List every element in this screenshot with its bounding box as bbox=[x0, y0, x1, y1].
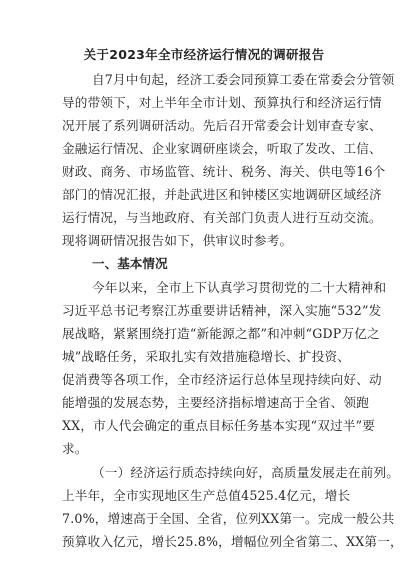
paragraph-line: 今年以来，全市上下认真学习贯彻党的二十大精神和 bbox=[92, 280, 387, 295]
paragraph-line: 现将调研情况报告如下，供审议时参考。 bbox=[62, 233, 293, 248]
paragraph-line: 求。 bbox=[62, 441, 88, 456]
document-title: 关于2023年全市经济运行情况的调研报告 bbox=[83, 47, 325, 62]
paragraph-line: 7.0%，增速高于全国、全省，位列XX第一。完成一般公共 bbox=[62, 511, 395, 526]
paragraph-line: 预算收入亿元，增长25.8%，增幅位列全省第二、XX第一， bbox=[62, 534, 403, 549]
paragraph-line: 能增强的发展态势，主要经济指标增速高于全省、领跑 bbox=[62, 395, 370, 410]
paragraph-line: 运行情况，与当地政府、有关部门负责人进行互动交流。 bbox=[62, 210, 382, 225]
paragraph-line: 习近平总书记考察江苏重要讲话精神，深入实施“532”发 bbox=[62, 303, 382, 318]
paragraph-line: XX，市人代会确定的重点目标任务基本实现“双过半”要 bbox=[62, 418, 376, 433]
paragraph-line: 展战略，紧紧围绕打造“新能源之都”和冲刺“GDP万亿之 bbox=[62, 326, 380, 341]
paragraph-line: 导的带领下，对上半年全市计划、预算执行和经济运行情 bbox=[62, 95, 382, 110]
paragraph-line: （一）经济运行质态持续向好，高质量发展走在前列。 bbox=[92, 465, 400, 480]
paragraph-line: 况开展了系列调研活动。先后召开常委会计划审查专家、 bbox=[62, 118, 382, 133]
section-heading: 一、基本情况 bbox=[92, 256, 168, 271]
paragraph-line: 自7月中旬起，经济工委会同预算工委在常委会分管领 bbox=[92, 72, 395, 87]
paragraph-line: 促消费等各项工作，全市经济运行总体呈现持续向好、动 bbox=[62, 372, 382, 387]
paragraph-line: 上半年，全市实现地区生产总值4525.4亿元，增长 bbox=[62, 488, 351, 503]
paragraph-line: 部门的情况汇报，并赴武进区和钟楼区实地调研区域经济 bbox=[62, 187, 382, 202]
paragraph-line: 城”战略任务，采取扎实有效措施稳增长、扩投资、 bbox=[62, 349, 351, 364]
paragraph-line: 金融运行情况、企业家调研座谈会，听取了发改、工信、 bbox=[62, 141, 382, 156]
paragraph-line: 财政、商务、市场监管、统计、税务、海关、供电等16个 bbox=[62, 164, 386, 179]
